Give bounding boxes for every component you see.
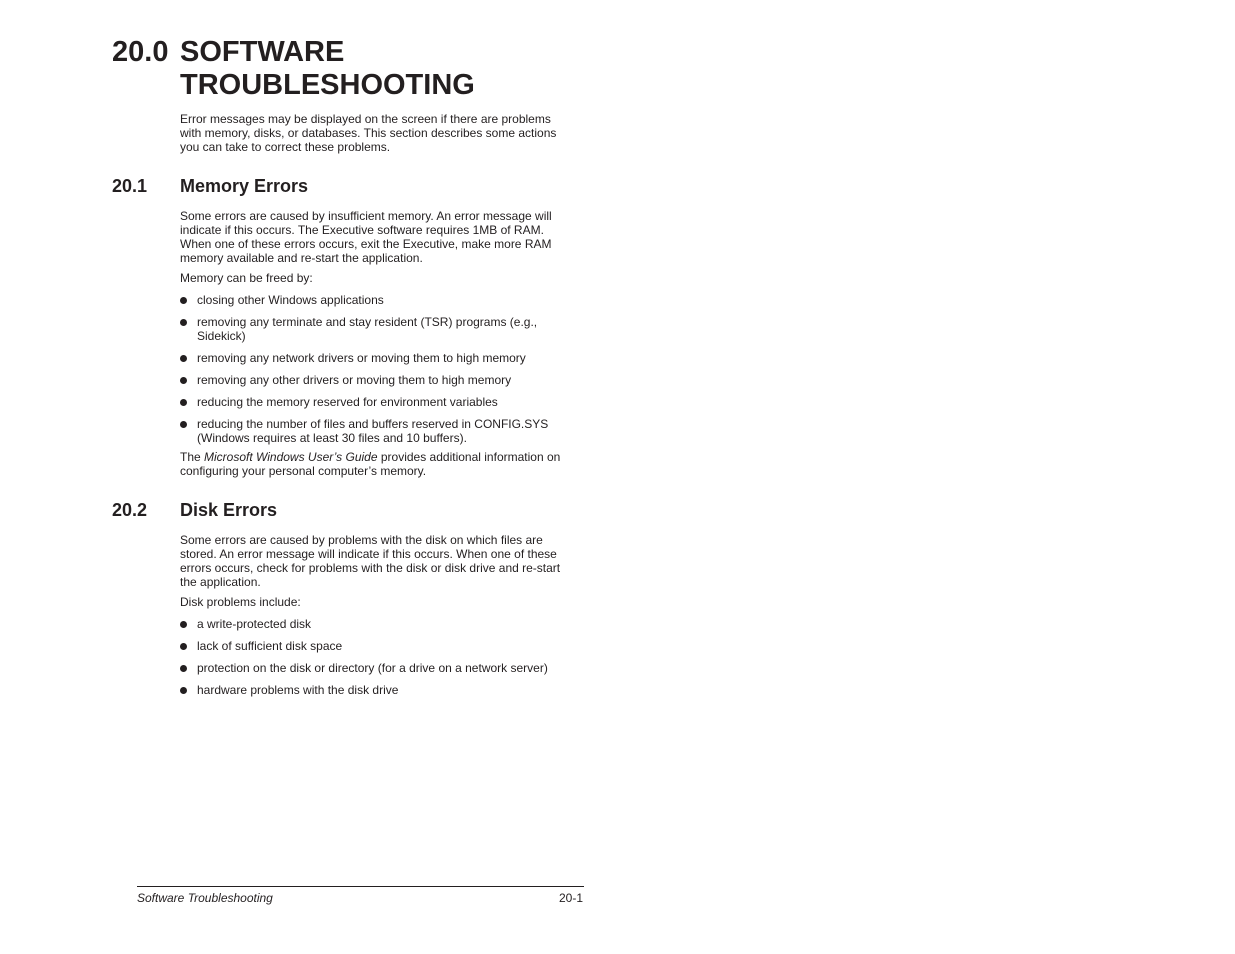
disk-bullet-list: [180, 617, 570, 705]
memory-paragraph: Some errors are caused by insufficient memory. An error message will indicate if this occurs. The Executive software requires 1MB of RAM. When one of these errors occurs, exit the Executive, make more RAM memory available and re-start the application.: [180, 209, 552, 265]
chapter-title-line1: SOFTWARE: [180, 36, 345, 68]
bullet-icon: [180, 421, 187, 428]
chapter-number: 20.0: [112, 36, 169, 68]
disk-paragraph: Some errors are caused by problems with the disk on which files are stored. An error message will indicate if this occurs. When one of these errors occurs, check for problems with the disk or disk drive and re-start the application.: [180, 533, 561, 589]
bullet-icon: [180, 621, 187, 628]
section-title-memory: Memory Errors: [180, 176, 309, 196]
memory-lead: Memory can be freed by:: [180, 271, 313, 285]
memory-bullet-list: [180, 293, 570, 453]
chapter-intro: Error messages may be displayed on the screen if there are problems with memory, disks, or databases. This section describes some actions you can take to correct these problems.: [180, 112, 557, 154]
list-item: lack of sufficient disk space: [180, 639, 570, 653]
list-item: removing any network drivers or moving them to high memory: [180, 351, 570, 365]
bullet-icon: [180, 297, 187, 304]
bullet-icon: [180, 355, 187, 362]
chapter-title-line2: TROUBLESHOOTING: [180, 69, 475, 101]
bullet-icon: [180, 319, 187, 326]
section-title-disk: Disk Errors: [180, 500, 278, 520]
page-number: 20-1: [558, 891, 583, 905]
bullet-icon: [180, 687, 187, 694]
footer-section-name: Software Troubleshooting: [137, 891, 273, 905]
memory-closing: The Microsoft Windows User’s Guide provides additional information on configuring your personal computer’s memory.: [180, 450, 561, 478]
disk-lead: Disk problems include:: [180, 595, 301, 609]
section-number-memory: 20.1: [112, 176, 148, 196]
list-item: removing any other drivers or moving them to high memory: [180, 373, 570, 387]
list-item: reducing the number of files and buffers reserved in CONFIG.SYS (Windows requires at least 30 files and 10 buffers).: [180, 417, 570, 445]
list-item: protection on the disk or directory (for a drive on a network server): [180, 661, 570, 675]
chapter-title: [180, 36, 600, 102]
bullet-icon: [180, 399, 187, 406]
list-item: hardware problems with the disk drive: [180, 683, 570, 697]
bullet-icon: [180, 643, 187, 650]
list-item: closing other Windows applications: [180, 293, 570, 307]
book-title: Microsoft Windows User’s Guide: [204, 450, 378, 464]
list-item: reducing the memory reserved for environment variables: [180, 395, 570, 409]
bullet-icon: [180, 377, 187, 384]
list-item: removing any terminate and stay resident (TSR) programs (e.g., Sidekick): [180, 315, 570, 343]
footer-rule: [137, 886, 584, 887]
bullet-icon: [180, 665, 187, 672]
section-number-disk: 20.2: [112, 500, 148, 520]
list-item: a write-protected disk: [180, 617, 570, 631]
